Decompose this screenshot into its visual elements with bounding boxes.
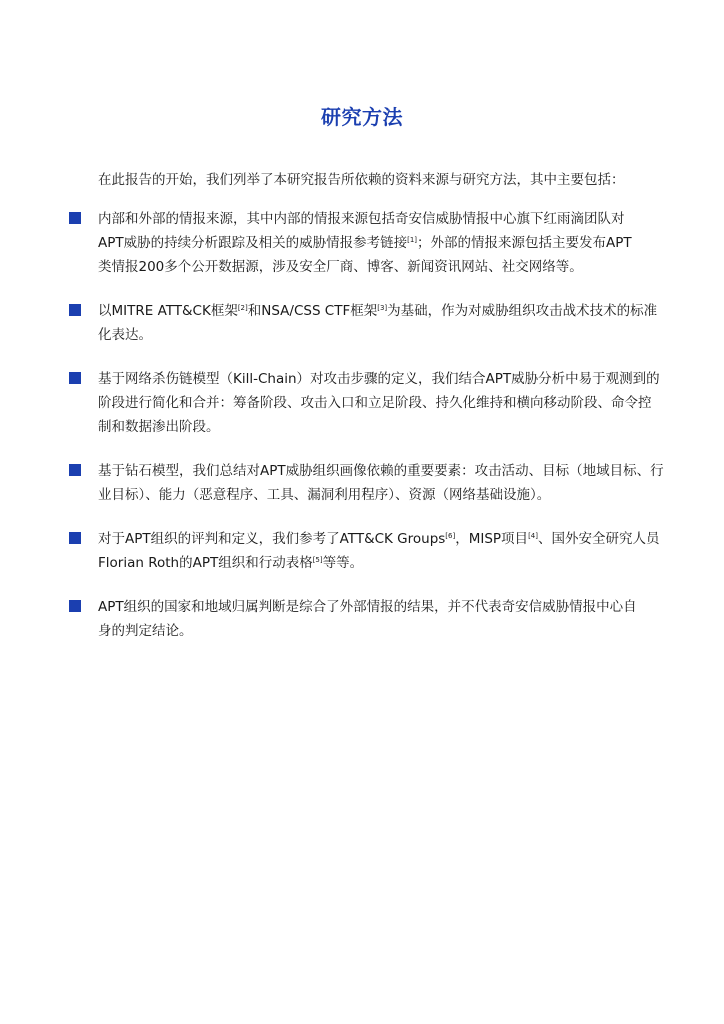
square-bullet-icon [69, 212, 81, 224]
list-item-text: APT组织的国家和地域归属判断是综合了外部情报的结果，并不代表奇安信威胁情报中心自 身的判定结论。 [98, 599, 637, 639]
reference-marker: [6] [445, 532, 456, 540]
reference-marker: [3] [377, 304, 388, 312]
reference-marker: [5] [312, 556, 323, 564]
reference-marker: [4] [528, 532, 538, 540]
list-item-text: 基于网络杀伤链模型（Kill-Chain）对攻击步骤的定义，我们结合APT威胁分析中易于观测到的 阶段进行简化和合并：筹备阶段、攻击入口和立足阶段、持久化维持和横向移动阶段、命令控 制和数据渗出阶段。 [98, 371, 660, 435]
list-item [0, 367, 724, 439]
square-bullet-icon [69, 304, 81, 316]
method-list [0, 207, 724, 663]
list-item-text: 内部和外部的情报来源，其中内部的情报来源包括奇安信威胁情报中心旗下红雨滴团队对 APT威胁的持续分析跟踪及相关的威胁情报参考链接[1]；外部的情报来源包括主要发布APT 类情报200多个公开数据源，涉及安全厂商、博客、新闻资讯网站、社交网络等。 [98, 211, 632, 275]
square-bullet-icon [69, 600, 81, 612]
list-item [0, 207, 724, 279]
list-item [0, 595, 724, 643]
intro-paragraph: 在此报告的开始，我们列举了本研究报告所依赖的资料来源与研究方法，其中主要包括： [98, 172, 625, 188]
list-item-text: 基于钻石模型，我们总结对APT威胁组织画像依赖的重要要素：攻击活动、目标（地域目标、行 业目标）、能力（恶意程序、工具、漏洞利用程序）、资源（网络基础设施）。 [98, 463, 664, 503]
list-item [0, 459, 724, 507]
page-title: 研究方法 [321, 105, 403, 129]
list-item-text: 对于APT组织的评判和定义，我们参考了ATT&CK Groups[6]，MISP项目[4]、国外安全研究人员 Florian Roth的APT组织和行动表格[5]等等。 [98, 531, 660, 571]
square-bullet-icon [69, 532, 81, 544]
reference-marker: [1] [407, 236, 418, 244]
list-item [0, 527, 724, 575]
list-item [0, 299, 724, 347]
list-item-text: 以MITRE ATT&CK框架[2]和NSA/CSS CTF框架[3]为基础，作为对威胁组织攻击战术技术的标准 化表达。 [98, 303, 658, 343]
reference-marker: [2] [237, 304, 248, 312]
square-bullet-icon [69, 372, 81, 384]
square-bullet-icon [69, 464, 81, 476]
